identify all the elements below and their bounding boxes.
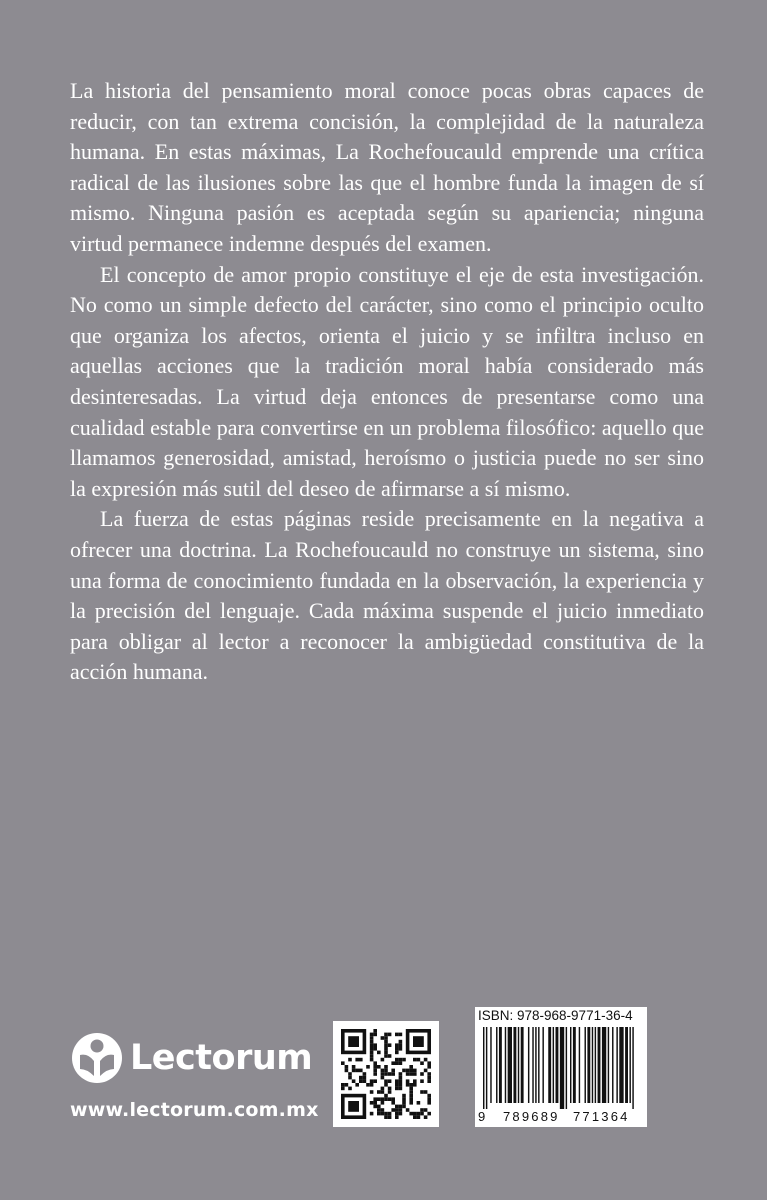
barcode-digits	[475, 1109, 647, 1125]
barcode-digit-first: 9	[478, 1109, 486, 1124]
qr-code-icon	[333, 1021, 439, 1127]
isbn-barcode	[475, 1007, 647, 1127]
barcode-digit-right-group: 771364	[573, 1109, 630, 1124]
blurb-paragraph-1: La historia del pensamiento moral conoce pocas obras capaces de reducir, con tan extrema concisión, la complejidad de la naturaleza humana. En estas máximas, La Rochefoucauld emprende una crítica radical de las ilusiones sobre las que el hombre funda la imagen de sí mismo. Ninguna pasión es aceptada según su apariencia; ninguna virtud permanece indemne después del examen.	[70, 78, 704, 256]
publisher-logo	[70, 1023, 313, 1093]
barcode-bars	[481, 1027, 641, 1109]
barcode-digit-left-group: 789689	[503, 1109, 560, 1124]
publisher-website: www.lectorum.com.mx	[70, 1099, 319, 1121]
back-cover-blurb	[70, 76, 704, 688]
isbn-label: ISBN: 978-968-9771-36-4	[478, 1008, 633, 1023]
blurb-paragraph-2: El concepto de amor propio constituye el eje de esta investigación. No como un simple defecto del carácter, sino como el principio oculto que organiza los afectos, orienta el juicio y se infiltra incluso en aquellas acciones que la tradición moral había considerado más desinteresadas. La virtud deja entonces de presentarse como una cualidad estable para convertirse en un problema filosófico: aquello que llamamos generosidad, amistad, heroísmo o justicia puede no ser sino la expresión más sutil del deseo de afirmarse a sí mismo.	[70, 261, 704, 501]
blurb-paragraph-3: La fuerza de estas páginas reside precisamente en la negativa a ofrecer una doctrina. La Rochefoucauld no construye un sistema, sino una forma de conocimiento fundada en la observación, la experiencia y la precisión del lenguaje. Cada máxima suspende el juicio inmediato para obligar al lector a reconocer la ambigüedad constitutiva de la acción humana.	[70, 506, 704, 685]
lectorum-logo-icon	[70, 1031, 124, 1085]
qr-code	[333, 1021, 439, 1127]
publisher-name: Lectorum	[130, 1038, 313, 1078]
